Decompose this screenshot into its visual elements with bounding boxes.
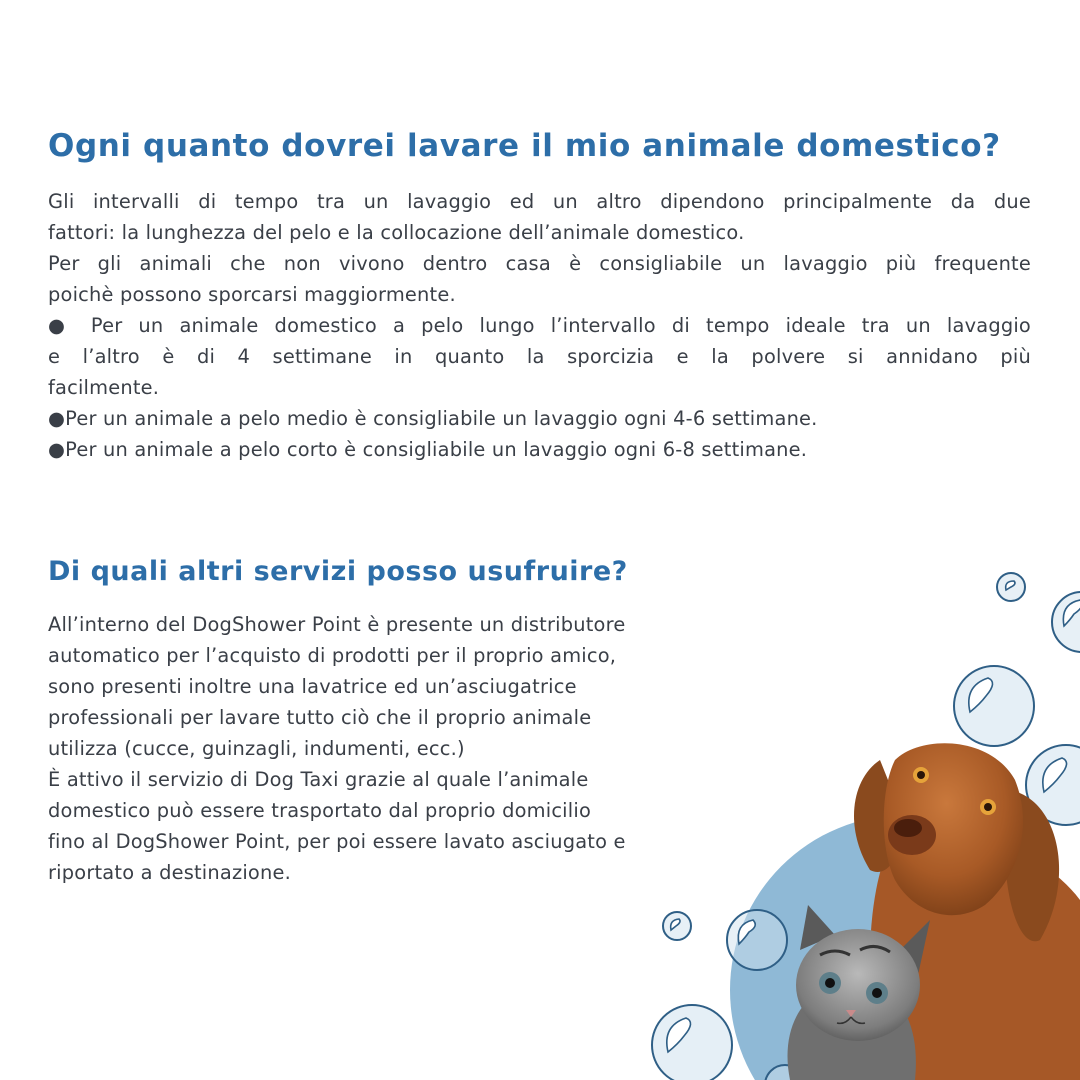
wash-frequency-paragraph xyxy=(48,186,1031,465)
paragraph-line: Per gli animali che non vivono dentro casa è consigliabile un lavaggio più frequente xyxy=(48,252,1031,275)
paragraph-line: automatico per l’acquisto di prodotti per il proprio amico, xyxy=(48,644,617,667)
paragraph-line: È attivo il servizio di Dog Taxi grazie al quale l’animale xyxy=(48,768,589,791)
paragraph-line: professionali per lavare tutto ciò che il proprio animale xyxy=(48,706,592,729)
paragraph-line: All’interno del DogShower Point è presente un distributore xyxy=(48,613,626,636)
section-title-other-services: Di quali altri servizi posso usufruire? xyxy=(48,556,628,587)
bullet-short-hair: ●Per un animale a pelo corto è consigliabile un lavaggio ogni 6-8 settimane. xyxy=(48,438,808,461)
paragraph-line: e l’altro è di 4 settimane in quanto la sporcizia e la polvere si annidano più xyxy=(48,345,1031,368)
paragraph-line: fattori: la lunghezza del pelo e la collocazione dell’animale domestico. xyxy=(48,221,745,244)
paragraph-line: riportato a destinazione. xyxy=(48,861,291,884)
pet-illustration xyxy=(640,560,1080,1080)
section-title-wash-frequency: Ogni quanto dovrei lavare il mio animale domestico? xyxy=(48,128,1001,164)
paragraph-line: sono presenti inoltre una lavatrice ed un’asciugatrice xyxy=(48,675,577,698)
paragraph-line: Gli intervalli di tempo tra un lavaggio ed un altro dipendono principalmente da due xyxy=(48,190,1031,213)
bullet-medium-hair: ●Per un animale a pelo medio è consigliabile un lavaggio ogni 4-6 settimane. xyxy=(48,407,818,430)
paragraph-line: utilizza (cucce, guinzagli, indumenti, ecc.) xyxy=(48,737,465,760)
paragraph-line: fino al DogShower Point, per poi essere lavato asciugato e xyxy=(48,830,626,853)
paragraph-line: facilmente. xyxy=(48,376,160,399)
bullet-long-hair: ● Per un animale domestico a pelo lungo l’intervallo di tempo ideale tra un lavaggio xyxy=(48,314,1031,337)
paragraph-line: poichè possono sporcarsi maggiormente. xyxy=(48,283,456,306)
paragraph-line: domestico può essere trasportato dal proprio domicilio xyxy=(48,799,592,822)
